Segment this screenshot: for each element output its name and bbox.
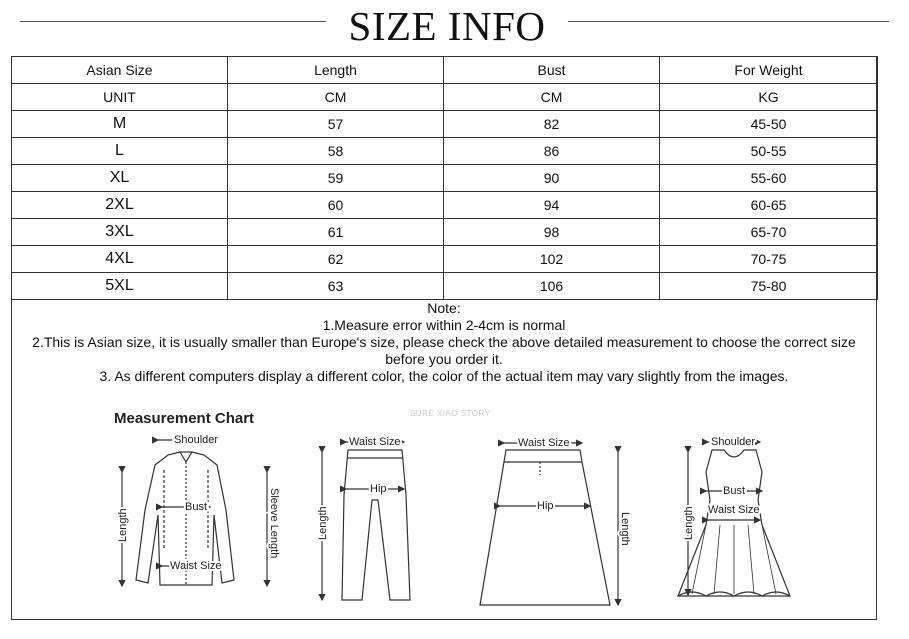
measurement-chart-title: Measurement Chart — [114, 410, 255, 427]
pants-waist-label: Waist Size — [349, 436, 401, 448]
header-cell: For Weight — [660, 57, 878, 84]
watermark: SURE XIAO STORY — [410, 409, 491, 418]
size-cell: L — [12, 138, 228, 165]
title-rule-left — [20, 21, 326, 22]
dress-bust-label: Bust — [723, 485, 746, 497]
skirt-hip-label: Hip — [537, 500, 554, 512]
dress-length-label: Length — [683, 506, 695, 540]
header — [0, 0, 909, 50]
skirt-length-label: Length — [619, 512, 631, 546]
shirt-waist-label: Waist Size — [170, 560, 222, 572]
weight-cell: 50-55 — [660, 138, 878, 165]
notes-heading: Note: — [427, 300, 461, 316]
notes-block — [11, 300, 877, 385]
shirt-sleeve-label: Sleeve Length — [268, 488, 280, 559]
shirt-bust-label: Bust — [185, 501, 208, 513]
length-cell: 62 — [228, 246, 444, 273]
table-row — [12, 246, 878, 273]
pants-diagram — [322, 442, 410, 600]
size-cell: 4XL — [12, 246, 228, 273]
weight-cell: 45-50 — [660, 111, 878, 138]
title-rule-right — [568, 21, 889, 22]
dress-waist-label: Waist Size — [708, 504, 760, 516]
unit-cell: KG — [660, 84, 878, 111]
table-row — [12, 192, 878, 219]
size-cell: 2XL — [12, 192, 228, 219]
pants-length-label: Length — [317, 506, 329, 540]
bust-cell: 86 — [444, 138, 660, 165]
weight-cell: 65-70 — [660, 219, 878, 246]
note-line-1: 1.Measure error within 2-4cm is normal — [322, 317, 566, 333]
measurement-chart — [100, 400, 880, 615]
pants-hip-label: Hip — [370, 483, 387, 495]
page-title: SIZE INFO — [348, 3, 546, 49]
header-cell: Bust — [444, 57, 660, 84]
size-cell: M — [12, 111, 228, 138]
note-line-2-cont: before you order it. — [385, 351, 503, 367]
bust-cell: 102 — [444, 246, 660, 273]
length-cell: 58 — [228, 138, 444, 165]
size-cell: 3XL — [12, 219, 228, 246]
weight-cell: 60-65 — [660, 192, 878, 219]
header-cell: Length — [228, 57, 444, 84]
length-cell: 63 — [228, 273, 444, 300]
size-cell: XL — [12, 165, 228, 192]
header-cell: Asian Size — [12, 57, 228, 84]
skirt-diagram — [480, 443, 618, 605]
table-row — [12, 111, 878, 138]
shirt-length-label: Length — [117, 508, 129, 542]
unit-cell: CM — [444, 84, 660, 111]
note-line-2: 2.This is Asian size, it is usually smaller than Europe's size, please check the above detailed measurement to choose the correct size — [32, 334, 856, 350]
bust-cell: 90 — [444, 165, 660, 192]
header-row — [12, 57, 878, 84]
size-cell: 5XL — [12, 273, 228, 300]
bust-cell: 98 — [444, 219, 660, 246]
length-cell: 57 — [228, 111, 444, 138]
weight-cell: 55-60 — [660, 165, 878, 192]
table-row — [12, 273, 878, 300]
table-row — [12, 138, 878, 165]
length-cell: 61 — [228, 219, 444, 246]
shirt-shoulder-label: Shoulder — [174, 434, 219, 446]
unit-cell: UNIT — [12, 84, 228, 111]
bust-cell: 106 — [444, 273, 660, 300]
dress-shoulder-label: Shoulder — [711, 436, 756, 448]
length-cell: 59 — [228, 165, 444, 192]
length-cell: 60 — [228, 192, 444, 219]
size-table — [11, 56, 878, 300]
bust-cell: 82 — [444, 111, 660, 138]
weight-cell: 75-80 — [660, 273, 878, 300]
unit-row — [12, 84, 878, 111]
bust-cell: 94 — [444, 192, 660, 219]
weight-cell: 70-75 — [660, 246, 878, 273]
table-row — [12, 219, 878, 246]
table-row — [12, 165, 878, 192]
skirt-waist-label: Waist Size — [518, 437, 570, 449]
note-line-3: 3. As different computers display a different color, the color of the actual item may vary slightly from the images. — [99, 368, 789, 384]
unit-cell: CM — [228, 84, 444, 111]
